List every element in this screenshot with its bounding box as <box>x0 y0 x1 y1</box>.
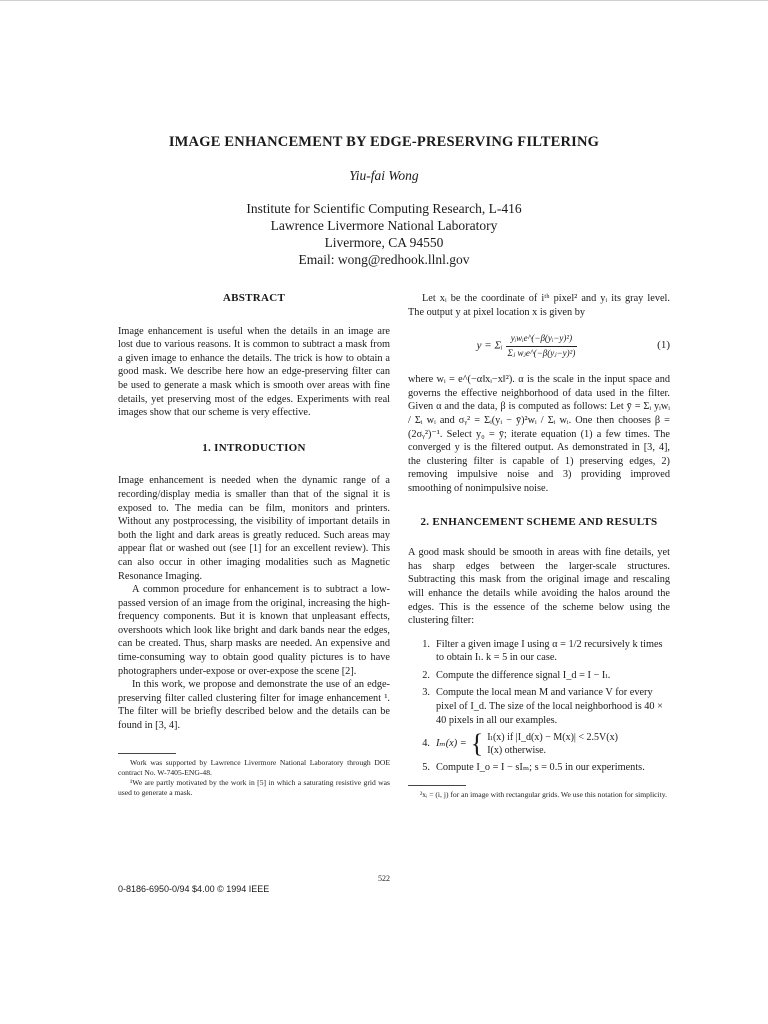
footnote-funding: Work was supported by Lawrence Livermore National Laboratory through DOE contract No. W-7405-ENG-48. <box>118 757 390 777</box>
list-item <box>408 686 670 727</box>
intro-paragraph-3: In this work, we propose and demonstrate the use of an edge-preserving filter called clustering filter for image enhancement ¹. The filter will be briefly described below and the details can be found in [3, 4]. <box>118 679 390 732</box>
step-text: Compute the difference signal I_d = I − Iₗ. <box>436 669 611 681</box>
step-text: Compute I_o = I − sIₘ; s = 0.5 in our experiments. <box>436 762 645 774</box>
method-paragraph-1: Let xᵢ be the coordinate of iᵗʰ pixel² and yᵢ its gray level. The output y at pixel location x is given by <box>408 293 670 318</box>
intro-paragraph-2: A common procedure for enhancement is to subtract a low-passed version of an image from the original, increasing the high-frequency components. But it is known that unpleasant effects, overshoots which look like bright and dark bands near the edges, can be created. Thus, sharp masks are needed. An expensive and time-consuming way to obtain good quality pictures is to have photographers under-expose or over-expose the scene [2]. <box>118 584 390 677</box>
equation-1-body <box>408 332 646 360</box>
step-4-case-1: Iₗ(x) if |I_d(x) − M(x)| < 2.5V(x) <box>487 732 618 744</box>
section-2-paragraph: A good mask should be smooth in areas with fine details, yet has sharp edges between the larger-scale structures. Subtracting this mask from the original image and rescaling will enhance the details while avoiding the halos around the edges. This is the essence of the scheme below using the clustering filter: <box>408 547 670 627</box>
footnote-rule <box>118 753 176 754</box>
scheme-steps <box>408 638 670 728</box>
step-number: 1. <box>422 638 430 650</box>
intro-heading: 1. INTRODUCTION <box>202 441 306 454</box>
step-number: 3. <box>422 687 430 699</box>
paper-title: IMAGE ENHANCEMENT BY EDGE-PRESERVING FILTERING <box>168 134 600 150</box>
footnote-rule <box>408 785 466 786</box>
right-column <box>408 292 670 800</box>
step-4-cases <box>487 731 618 757</box>
affiliation-line: Livermore, CA 94550 <box>324 235 444 250</box>
intro-paragraph-1: Image enhancement is needed when the dynamic range of a recording/display media is smaller than that of the signal it is exposed to. The media can be film, monitors and printers. Without any postprocessing, the visibility of important details in both the light and dark areas is greatly reduced. Such areas may appear flat or washed out (see [1] for an excellent review). This can also occur in other imaging modalities such as Magnetic Resonance Imaging. <box>118 475 390 582</box>
step-4-lhs: Iₘ(x) = <box>436 738 467 750</box>
equation-1-numerator: yᵢwᵢe^(−β(yᵢ−y)²) <box>506 332 578 347</box>
brace-symbol: { <box>470 729 484 759</box>
affiliation-block <box>0 200 768 268</box>
section-2-heading: 2. ENHANCEMENT SCHEME AND RESULTS <box>420 515 658 528</box>
method-paragraph-2: where wᵢ = e^(−α‖xᵢ−x‖²). α is the scale in the input space and governs the effective neighborhood of data used in the filter. Given α and the data, β is computed as follows: Let ȳ = Σᵢ yᵢwᵢ / Σᵢ wᵢ and σᵧ² = Σᵢ(yᵢ − ȳ)²wᵢ / Σᵢ wᵢ. One then chooses β = (2σᵧ²)⁻¹. Select y₀ = ȳ; iterate equation (1) a few times. The converged y is the filtered output. As demonstrated in [3, 4], the clustering filter is capable of 1) preserving edges, 2) removing impulsive noise and 3) providing improved smoothing of nonimpulsive noise. <box>408 374 670 494</box>
footnote-2: ²xᵢ = (i, j) for an image with rectangular grids. We use this notation for simplicity. <box>420 789 667 799</box>
step-text: Filter a given image I using α = 1/2 recursively k times to obtain Iₗ. k = 5 in our case. <box>436 638 663 664</box>
affiliation-line: Institute for Scientific Computing Research, L-416 <box>246 201 522 216</box>
equation-1-fraction <box>506 332 578 360</box>
step-4-case-equation <box>408 731 670 757</box>
page-number: 522 <box>378 874 390 883</box>
affiliation-line: Lawrence Livermore National Laboratory <box>270 218 498 233</box>
step-number: 2. <box>422 669 430 681</box>
equation-1 <box>408 329 670 363</box>
equation-1-tag: (1) <box>657 339 670 352</box>
abstract-heading: ABSTRACT <box>222 292 286 304</box>
list-item <box>408 761 670 775</box>
step-number: 4. <box>422 738 430 750</box>
step-4-case-2: I(x) otherwise. <box>487 745 547 757</box>
step-text: Compute the local mean M and variance V for every pixel of I_d. The size of the local neighborhood is 40 × 40 pixels in all our examples. <box>436 687 663 726</box>
equation-1-denominator: Σⱼ wⱼe^(−β(yⱼ−y)²) <box>507 347 576 358</box>
abstract-text: Image enhancement is useful when the details in an image are lost due to various reasons. It is common to subtract a mask from a given image to enhance the details. The trick is how to obtain a good mask. We describe here how an edge-preserving filter can be used to generate a mask which is smooth over areas with fine details, yet preserving most of the edges. Experiments with real images show that our scheme is very effective. <box>118 325 390 419</box>
author-name: Yiu-fai Wong <box>349 168 419 183</box>
left-column <box>118 292 390 798</box>
equation-1-lhs: y = Σᵢ <box>476 339 503 352</box>
affiliation-email: Email: wong@redhook.llnl.gov <box>298 252 470 267</box>
list-item <box>408 669 670 683</box>
copyright-line: 0-8186-6950-0/94 $4.00 © 1994 IEEE <box>118 884 270 894</box>
footnote-1: ¹We are partly motivated by the work in [5] in which a saturating resistive grid was used to generate a mask. <box>118 777 390 797</box>
list-item <box>408 638 670 665</box>
step-number: 5. <box>422 762 430 774</box>
